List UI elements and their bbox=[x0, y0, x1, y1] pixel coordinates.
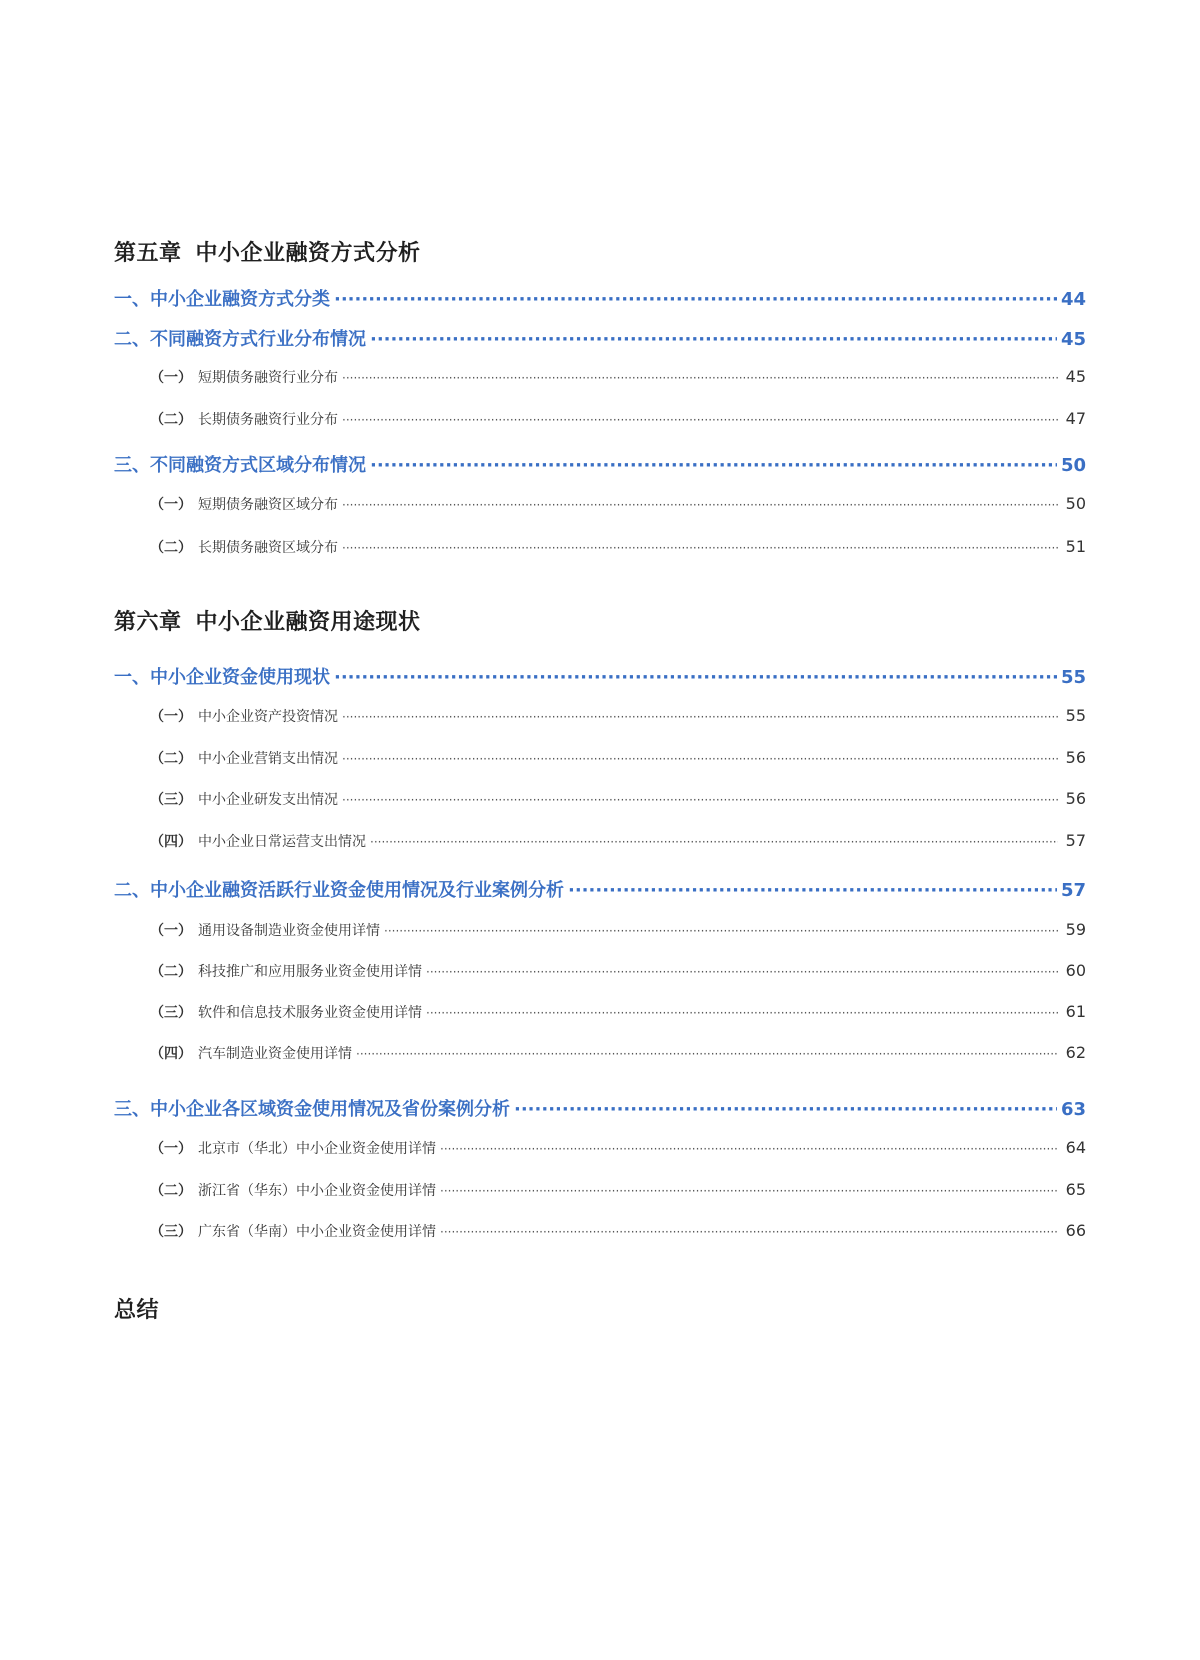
toc-subsection-label: 汽车制造业资金使用详情 bbox=[198, 1046, 352, 1062]
toc-subsection[interactable] bbox=[150, 1043, 1086, 1063]
toc-subsection[interactable] bbox=[150, 789, 1086, 809]
toc-section-label: 一、中小企业资金使用现状 bbox=[114, 667, 330, 688]
toc-page-number: 55 bbox=[1060, 667, 1086, 688]
dot-leader bbox=[342, 541, 1058, 555]
dot-leader bbox=[342, 752, 1058, 766]
toc-subsection[interactable] bbox=[150, 1221, 1086, 1241]
toc-subsection-mark: （一） bbox=[150, 709, 192, 725]
toc-subsection-label: 软件和信息技术服务业资金使用详情 bbox=[198, 1005, 422, 1021]
toc-section-label: 三、不同融资方式区域分布情况 bbox=[114, 455, 366, 476]
toc-subsection-mark: （三） bbox=[150, 1005, 192, 1021]
toc-subsection[interactable] bbox=[150, 537, 1086, 557]
toc-page-number: 50 bbox=[1060, 455, 1086, 476]
toc-subsection-label: 长期债务融资行业分布 bbox=[198, 412, 338, 428]
chapter-heading bbox=[114, 605, 421, 636]
dot-leader bbox=[342, 498, 1058, 512]
toc-subsection-mark: （一） bbox=[150, 923, 192, 939]
toc-section[interactable] bbox=[114, 451, 1086, 477]
dot-leader bbox=[426, 965, 1058, 979]
toc-subsection-mark: （三） bbox=[150, 792, 192, 808]
toc-subsection-label: 北京市（华北）中小企业资金使用详情 bbox=[198, 1141, 436, 1157]
toc-page-number: 64 bbox=[1065, 1138, 1086, 1157]
toc-subsection-mark: （二） bbox=[150, 540, 192, 556]
toc-page-number: 66 bbox=[1065, 1221, 1086, 1240]
toc-page-number: 56 bbox=[1065, 789, 1086, 808]
toc-subsection-label: 通用设备制造业资金使用详情 bbox=[198, 923, 380, 939]
dot-leader bbox=[342, 793, 1058, 807]
toc-section[interactable] bbox=[114, 663, 1086, 689]
toc-page-number: 45 bbox=[1060, 329, 1086, 350]
toc-page-number: 55 bbox=[1065, 706, 1086, 725]
summary-heading: 总结 bbox=[114, 1298, 160, 1323]
toc-subsection[interactable] bbox=[150, 831, 1086, 851]
dot-leader bbox=[370, 455, 1057, 476]
toc-subsection[interactable] bbox=[150, 748, 1086, 768]
toc-page-number: 65 bbox=[1065, 1180, 1086, 1199]
toc-subsection-mark: （四） bbox=[150, 834, 192, 850]
dot-leader bbox=[334, 289, 1057, 310]
dot-leader bbox=[334, 667, 1057, 688]
chapter-number: 第五章 bbox=[114, 241, 182, 266]
dot-leader bbox=[440, 1184, 1058, 1198]
toc-page-number: 45 bbox=[1065, 367, 1086, 386]
toc-subsection-label: 浙江省（华东）中小企业资金使用详情 bbox=[198, 1183, 436, 1199]
dot-leader bbox=[356, 1047, 1058, 1061]
toc-page-number: 44 bbox=[1060, 289, 1086, 310]
dot-leader bbox=[342, 413, 1058, 427]
toc-page-number: 56 bbox=[1065, 748, 1086, 767]
toc-subsection-label: 广东省（华南）中小企业资金使用详情 bbox=[198, 1224, 436, 1240]
toc-subsection-label: 短期债务融资区域分布 bbox=[198, 497, 338, 513]
toc-page-number: 50 bbox=[1065, 494, 1086, 513]
toc-section-label: 二、中小企业融资活跃行业资金使用情况及行业案例分析 bbox=[114, 880, 564, 901]
toc-subsection-label: 短期债务融资行业分布 bbox=[198, 370, 338, 386]
chapter-title: 中小企业融资方式分析 bbox=[195, 241, 421, 266]
toc-section-label: 二、不同融资方式行业分布情况 bbox=[114, 329, 366, 350]
toc-subsection-label: 长期债务融资区域分布 bbox=[198, 540, 338, 556]
toc-subsection[interactable] bbox=[150, 494, 1086, 514]
toc-subsection-mark: （三） bbox=[150, 1224, 192, 1240]
toc-subsection-label: 科技推广和应用服务业资金使用详情 bbox=[198, 964, 422, 980]
toc-subsection-mark: （一） bbox=[150, 370, 192, 386]
toc-page-number: 61 bbox=[1065, 1002, 1086, 1021]
toc-section-label: 一、中小企业融资方式分类 bbox=[114, 289, 330, 310]
toc-page-number: 63 bbox=[1060, 1099, 1086, 1120]
toc-subsection[interactable] bbox=[150, 367, 1086, 387]
toc-section[interactable] bbox=[114, 285, 1086, 311]
toc-subsection-label: 中小企业日常运营支出情况 bbox=[198, 834, 366, 850]
toc-section[interactable] bbox=[114, 325, 1086, 351]
toc-subsection[interactable] bbox=[150, 706, 1086, 726]
chapter-title: 中小企业融资用途现状 bbox=[195, 610, 421, 635]
toc-section-label: 三、中小企业各区域资金使用情况及省份案例分析 bbox=[114, 1099, 510, 1120]
toc-subsection-mark: （二） bbox=[150, 1183, 192, 1199]
toc-subsection-mark: （二） bbox=[150, 751, 192, 767]
toc-subsection-mark: （四） bbox=[150, 1046, 192, 1062]
dot-leader bbox=[370, 329, 1057, 350]
toc-subsection[interactable] bbox=[150, 920, 1086, 940]
toc-page-number: 60 bbox=[1065, 961, 1086, 980]
toc-page-number: 59 bbox=[1065, 920, 1086, 939]
chapter-heading bbox=[114, 236, 421, 267]
toc-subsection-label: 中小企业研发支出情况 bbox=[198, 792, 338, 808]
dot-leader bbox=[440, 1225, 1058, 1239]
toc-page-number: 47 bbox=[1065, 409, 1086, 428]
dot-leader bbox=[514, 1099, 1057, 1120]
dot-leader bbox=[370, 835, 1058, 849]
toc-subsection-label: 中小企业营销支出情况 bbox=[198, 751, 338, 767]
toc-page-number: 57 bbox=[1060, 880, 1086, 901]
dot-leader bbox=[426, 1006, 1058, 1020]
toc-subsection[interactable] bbox=[150, 961, 1086, 981]
toc-subsection[interactable] bbox=[150, 1180, 1086, 1200]
toc-page-number: 62 bbox=[1065, 1043, 1086, 1062]
dot-leader bbox=[342, 371, 1058, 385]
toc-section[interactable] bbox=[114, 1095, 1086, 1121]
toc-subsection-mark: （一） bbox=[150, 497, 192, 513]
toc-section[interactable] bbox=[114, 876, 1086, 902]
toc-page-number: 57 bbox=[1065, 831, 1086, 850]
toc-subsection[interactable] bbox=[150, 1138, 1086, 1158]
toc-page-number: 51 bbox=[1065, 537, 1086, 556]
dot-leader bbox=[384, 924, 1058, 938]
chapter-number: 第六章 bbox=[114, 610, 182, 635]
toc-subsection-label: 中小企业资产投资情况 bbox=[198, 709, 338, 725]
dot-leader bbox=[568, 880, 1057, 901]
toc-subsection-mark: （二） bbox=[150, 412, 192, 428]
toc-subsection[interactable] bbox=[150, 1002, 1086, 1022]
dot-leader bbox=[342, 710, 1058, 724]
toc-subsection-mark: （二） bbox=[150, 964, 192, 980]
toc-subsection-mark: （一） bbox=[150, 1141, 192, 1157]
dot-leader bbox=[440, 1142, 1058, 1156]
toc-subsection[interactable] bbox=[150, 409, 1086, 429]
